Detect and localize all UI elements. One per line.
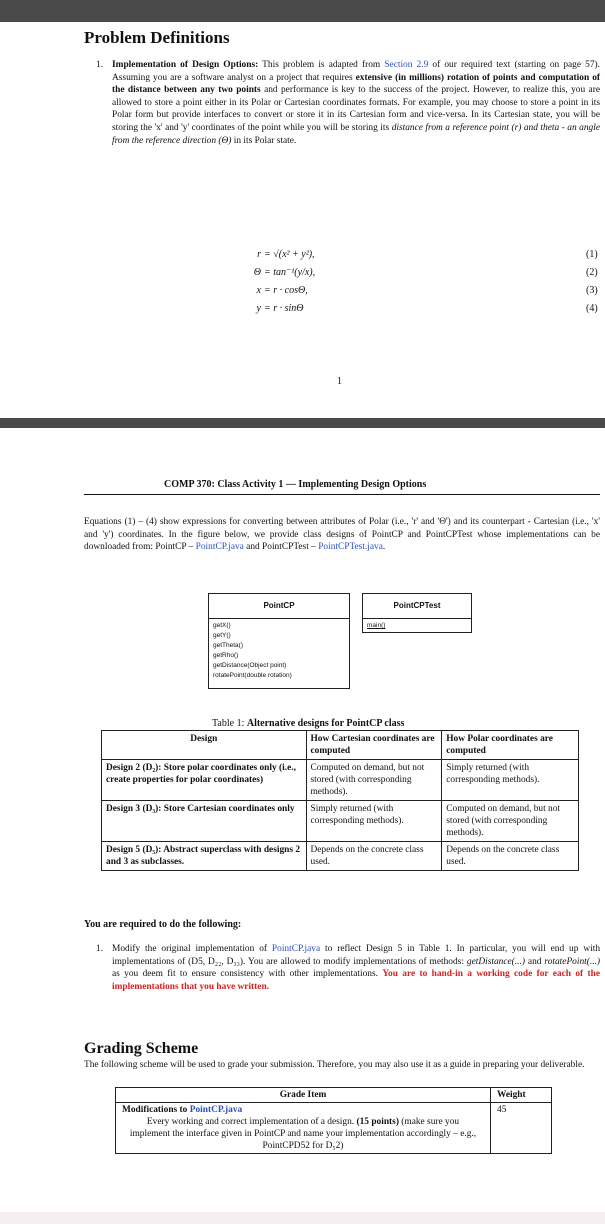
caption-prefix: Table 1:	[212, 718, 245, 729]
grade-section-title	[122, 1104, 484, 1116]
paragraph-text: and PointCPTest –	[246, 542, 316, 553]
equation-lhs: x	[256, 285, 261, 296]
paragraph-text: as you deem fit to ensure consistency with other implementations.	[112, 969, 378, 980]
paragraph-text: Equations (1) – (4) show expressions for converting between attributes of Polar (i.e., 'r' and 'Θ') and its counterpart - Cartesian (i.e., 'x' and 'y') coordinates. In the figure below, we provide class designs of PointCP and PointCPTest whose implementations can be downloaded from: PointCP –	[84, 517, 600, 553]
equation-rhs: = √(x² + y²),	[264, 249, 315, 260]
table-cell: Depends on the concrete class used.	[306, 842, 442, 871]
table-header-cell: How Cartesian coordinates are computed	[306, 731, 442, 760]
bottom-strip	[0, 1212, 605, 1224]
uml-method: getY()	[213, 632, 231, 639]
uml-class-pointcp	[208, 593, 350, 689]
uml-method: getRho()	[213, 652, 239, 659]
equation-number: (4)	[586, 303, 598, 314]
table-header-cell: Grade Item	[116, 1088, 491, 1103]
grade-section-prefix: Modifications to	[122, 1105, 188, 1115]
item-title: Implementation of Design Options:	[112, 60, 259, 70]
bold-emphasis: extensive (in millions) rotation of points and computation of the distance between any two points	[112, 72, 601, 96]
uml-method: rotatePoint(double rotation)	[213, 672, 292, 679]
equation-rhs: = r · sinΘ	[264, 303, 304, 314]
list-item-number: 1.	[96, 60, 104, 70]
table-header-row	[116, 1088, 552, 1103]
equation-2	[0, 267, 605, 283]
section-heading-grading-scheme: Grading Scheme	[84, 1040, 199, 1057]
section-link[interactable]: Section 2.9	[384, 60, 429, 70]
table-cell: Simply returned (with corresponding methods).	[442, 760, 579, 801]
uml-method: getX()	[213, 622, 231, 629]
paragraph-text: .	[382, 542, 386, 553]
table-cell: Computed on demand, but not stored (with corresponding methods).	[306, 760, 442, 801]
table-cell: Depends on the concrete class used.	[442, 842, 579, 871]
equation-number: (3)	[586, 285, 598, 296]
uml-method-list	[209, 619, 349, 683]
grade-item-points: (15 points)	[356, 1117, 399, 1127]
required-heading: You are required to do the following:	[84, 919, 242, 930]
grading-table	[115, 1087, 552, 1154]
paragraph-text: in its Polar state.	[233, 135, 297, 146]
table-caption	[212, 718, 404, 729]
intro-paragraph	[84, 516, 600, 554]
table-cell: 45	[491, 1103, 552, 1154]
table-cell: Computed on demand, but not stored (with corresponding methods).	[442, 801, 579, 842]
grading-paragraph: The following scheme will be used to grade your submission. Therefore, you may also use it as a guide in preparing your deliverable.	[84, 1060, 585, 1070]
table-cell: Simply returned (with corresponding methods).	[306, 801, 442, 842]
running-head: COMP 370: Class Activity 1 — Implementing Design Options	[164, 479, 427, 490]
italic-emphasis: distance from a reference point (r) and theta - an angle from the reference direction (Θ)	[112, 122, 600, 146]
table-header-cell: Design	[102, 731, 307, 760]
paragraph-text: This problem is adapted from	[262, 60, 381, 70]
equation-lhs: r	[257, 249, 261, 260]
equation-lhs: y	[256, 303, 261, 314]
uml-method: getDistance(Object point)	[213, 662, 287, 669]
method-name: getDistance(...)	[466, 956, 525, 967]
grade-item-text: (make sure you implement the interface given in PointCP and name your implementation accordingly – e.g., PointCPD52 for D₅2)	[129, 1117, 477, 1151]
page-number: 1	[337, 376, 342, 387]
equation-3	[0, 285, 605, 301]
pointcptest-java-link[interactable]: PointCPTest.java	[318, 542, 383, 553]
paragraph-text: and performance is key to the success of the project. However, to realize this, you are allowed to store a point either in its Polar or Cartesian coordinates formats. For example, you may choose to store a point in its Polar form but provide interfaces to convert or store it in its Cartesian form and vice-versa. In its Cartesian state, you will be storing the 'x' and 'y' coordinates of the point while you will be storing its	[112, 85, 600, 133]
hand-in-instruction: You are to hand-in a working code for each of the implementations that you have written.	[112, 969, 600, 992]
uml-class-pointcptest	[362, 593, 472, 633]
pointcp-java-link[interactable]: PointCP.java	[195, 542, 244, 553]
method-name: rotatePoint(...)	[544, 956, 601, 967]
paragraph-text: Modify the original implementation of	[112, 944, 268, 954]
paragraph-text: of our required text (starting on page 57). Assuming you are a software analyst on a project that requires	[112, 60, 600, 83]
caption-title: Alternative designs for PointCP class	[246, 718, 405, 729]
pointcp-java-link[interactable]: PointCP.java	[271, 944, 321, 954]
paragraph-text: and	[527, 956, 542, 967]
problem-paragraph	[112, 59, 600, 147]
equation-number: (2)	[586, 267, 598, 278]
table-cell: Design 2 (D₂): Store polar coordinates only (i.e., create properties for polar coordinates)	[102, 760, 307, 801]
equation-4	[0, 303, 605, 319]
header-rule	[84, 494, 600, 495]
alternative-designs-table	[101, 730, 579, 871]
equation-number: (1)	[586, 249, 598, 260]
task-paragraph	[112, 943, 600, 993]
equation-lhs: Θ	[253, 267, 261, 278]
table-row	[102, 760, 579, 801]
table-header-row	[102, 731, 579, 760]
table-cell: Design 3 (D₃): Store Cartesian coordinates only	[102, 801, 307, 842]
section-heading-problem-definitions: Problem Definitions	[84, 28, 230, 47]
equation-rhs: = r · cosΘ,	[264, 285, 308, 296]
grade-item-description	[122, 1116, 484, 1152]
paragraph-text: to reflect Design 5 in Table 1. In particular, you will end up with implementations of (D5, D₂₂, D₃₃). You are allowed to modify implementations of methods:	[112, 944, 601, 967]
uml-class-title: PointCPTest	[363, 594, 471, 619]
table-header-cell: How Polar coordinates are computed	[442, 731, 579, 760]
equation-1	[0, 249, 605, 265]
grade-item-text: Every working and correct implementation of a design.	[146, 1117, 355, 1127]
table-header-cell: Weight	[491, 1088, 552, 1103]
document-page-1	[0, 22, 605, 418]
pointcp-java-link[interactable]: PointCP.java	[189, 1105, 243, 1115]
uml-method-list	[363, 619, 471, 633]
equation-rhs: = tan⁻¹(y/x),	[264, 267, 316, 278]
table-cell	[116, 1103, 491, 1154]
table-row	[102, 842, 579, 871]
uml-class-title: PointCP	[209, 594, 349, 619]
table-row	[102, 801, 579, 842]
document-page-2	[0, 428, 605, 1212]
uml-method: getTheta()	[213, 642, 243, 649]
table-cell: Design 5 (D₅): Abstract superclass with designs 2 and 3 as subclasses.	[102, 842, 307, 871]
table-row	[116, 1103, 552, 1154]
list-item-number: 1.	[96, 944, 104, 954]
uml-method: main()	[367, 622, 386, 629]
